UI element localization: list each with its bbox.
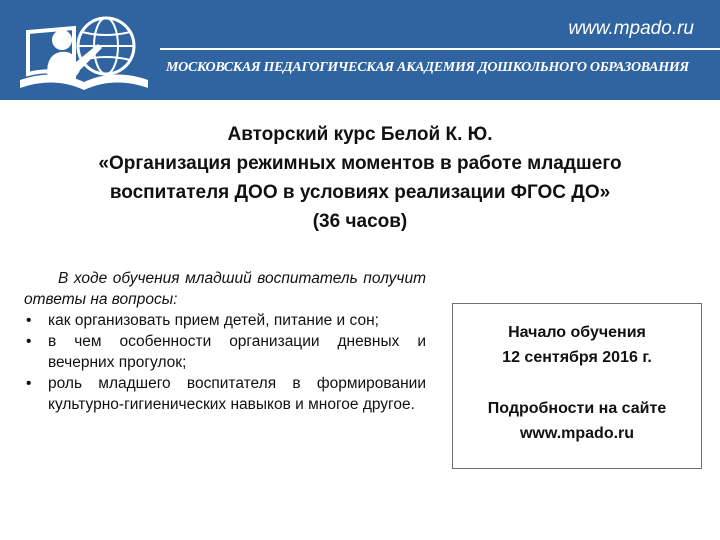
details-info <box>453 396 701 446</box>
start-date: 12 сентября 2016 г. <box>502 349 652 366</box>
course-description <box>24 268 426 415</box>
topic-text: роль младшего воспитателя в формировании культурно-гигиенических навыков и многое другое. <box>48 375 426 413</box>
start-label: Начало обучения <box>508 324 646 341</box>
bullet-icon: • <box>26 312 32 329</box>
course-name-line-1: «Организация режимных моментов в работе младшего <box>98 153 622 174</box>
bullet-icon: • <box>26 333 32 350</box>
details-label: Подробности на сайте <box>487 400 667 417</box>
header-divider <box>160 48 720 50</box>
course-author: Авторский курс Белой К. Ю. <box>227 124 493 145</box>
academy-name: МОСКОВСКАЯ ПЕДАГОГИЧЕСКАЯ АКАДЕМИЯ ДОШКОЛЬНОГО ОБРАЗОВАНИЯ <box>166 60 689 75</box>
topic-text: в чем особенности организации дневных и вечерних прогулок; <box>48 333 426 371</box>
topic-text: как организовать прием детей, питание и сон; <box>48 312 379 329</box>
course-hours: (36 часов) <box>312 211 408 232</box>
course-info-box <box>452 303 702 469</box>
site-url[interactable]: www.mpado.ru <box>568 18 694 39</box>
course-name-line-2: воспитателя ДОО в условиях реализации ФГОС ДО» <box>109 182 611 203</box>
list-item <box>24 310 426 331</box>
description-intro: В ходе обучения младший воспитатель получит ответы на вопросы: <box>24 270 426 308</box>
list-item <box>24 373 426 415</box>
start-info <box>453 320 701 370</box>
logo-child-globe-icon <box>14 10 152 94</box>
list-item <box>24 331 426 373</box>
academy-logo <box>14 10 152 94</box>
details-link[interactable]: www.mpado.ru <box>519 425 635 442</box>
topics-list <box>24 310 426 415</box>
header-banner <box>0 0 720 100</box>
bullet-icon: • <box>26 375 32 392</box>
course-title <box>40 120 680 236</box>
